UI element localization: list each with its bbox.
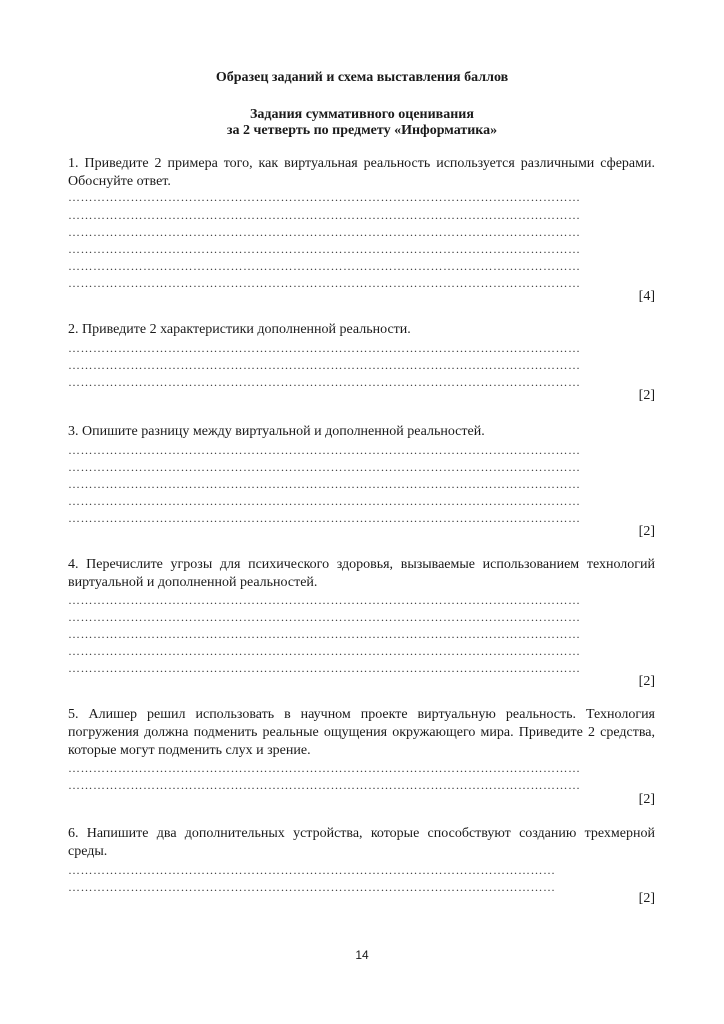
answer-line: …………………………………………………………………………………………………………… xyxy=(68,460,581,474)
answer-line: …………………………………………………………………………………………………………… xyxy=(68,627,581,641)
answer-line: …………………………………………………………………………………………………………… xyxy=(68,375,581,389)
answer-line: …………………………………………………………………………………………………………… xyxy=(68,341,581,355)
question-1-score: [4] xyxy=(638,289,655,304)
question-5-text: 5. Алишер решил использовать в научном проекте виртуальную реальность. Технология погружения должна подменить реальные ощущения окружающего мира. Приведите 2 средства, которые могут подменить слух и зрение. xyxy=(68,707,655,758)
answer-line: …………………………………………………………………………………………………………… xyxy=(68,644,581,658)
answer-line: …………………………………………………………………………………………………………… xyxy=(68,494,581,508)
answer-line: ……………………………………………………………………………………………………… xyxy=(68,880,556,894)
question-2-score: [2] xyxy=(638,388,655,403)
question-4-text: 4. Перечислите угрозы для психического здоровья, вызываемые использованием технологий виртуальной и дополненной реальностей. xyxy=(68,557,655,590)
assessment-subtitle: за 2 четверть по предмету «Информатика» xyxy=(226,123,498,138)
question-6-text: 6. Напишите два дополнительных устройства, которые способствуют созданию трехмерной среды. xyxy=(68,826,655,859)
document-title: Образец заданий и схема выставления баллов xyxy=(215,70,509,85)
answer-line: …………………………………………………………………………………………………………… xyxy=(68,661,581,675)
answer-line: …………………………………………………………………………………………………………… xyxy=(68,259,581,273)
answer-line: …………………………………………………………………………………………………………… xyxy=(68,443,581,457)
question-2-text: 2. Приведите 2 характеристики дополненной реальности. xyxy=(68,322,411,337)
answer-line: …………………………………………………………………………………………………………… xyxy=(68,778,581,792)
answer-line: …………………………………………………………………………………………………………… xyxy=(68,610,581,624)
answer-line: …………………………………………………………………………………………………………… xyxy=(68,276,581,290)
question-4-score: [2] xyxy=(638,674,655,689)
answer-line: …………………………………………………………………………………………………………… xyxy=(68,593,581,607)
page-number: 14 xyxy=(355,948,369,962)
question-6-score: [2] xyxy=(638,891,655,906)
question-3-text: 3. Опишите разницу между виртуальной и дополненной реальностей. xyxy=(68,424,485,439)
question-3-score: [2] xyxy=(638,524,655,539)
answer-line: …………………………………………………………………………………………………………… xyxy=(68,208,581,222)
assessment-title: Задания суммативного оценивания xyxy=(250,107,474,122)
answer-line: …………………………………………………………………………………………………………… xyxy=(68,511,581,525)
answer-line: …………………………………………………………………………………………………………… xyxy=(68,225,581,239)
answer-line: …………………………………………………………………………………………………………… xyxy=(68,477,581,491)
question-5-score: [2] xyxy=(638,792,655,807)
answer-line: …………………………………………………………………………………………………………… xyxy=(68,358,581,372)
answer-line: ……………………………………………………………………………………………………… xyxy=(68,863,556,877)
question-1-text: 1. Приведите 2 примера того, как виртуальная реальность используется различными сферами. Обоснуйте ответ. xyxy=(68,156,655,189)
answer-line: …………………………………………………………………………………………………………… xyxy=(68,761,581,775)
answer-line: …………………………………………………………………………………………………………… xyxy=(68,190,581,204)
answer-line: …………………………………………………………………………………………………………… xyxy=(68,242,581,256)
